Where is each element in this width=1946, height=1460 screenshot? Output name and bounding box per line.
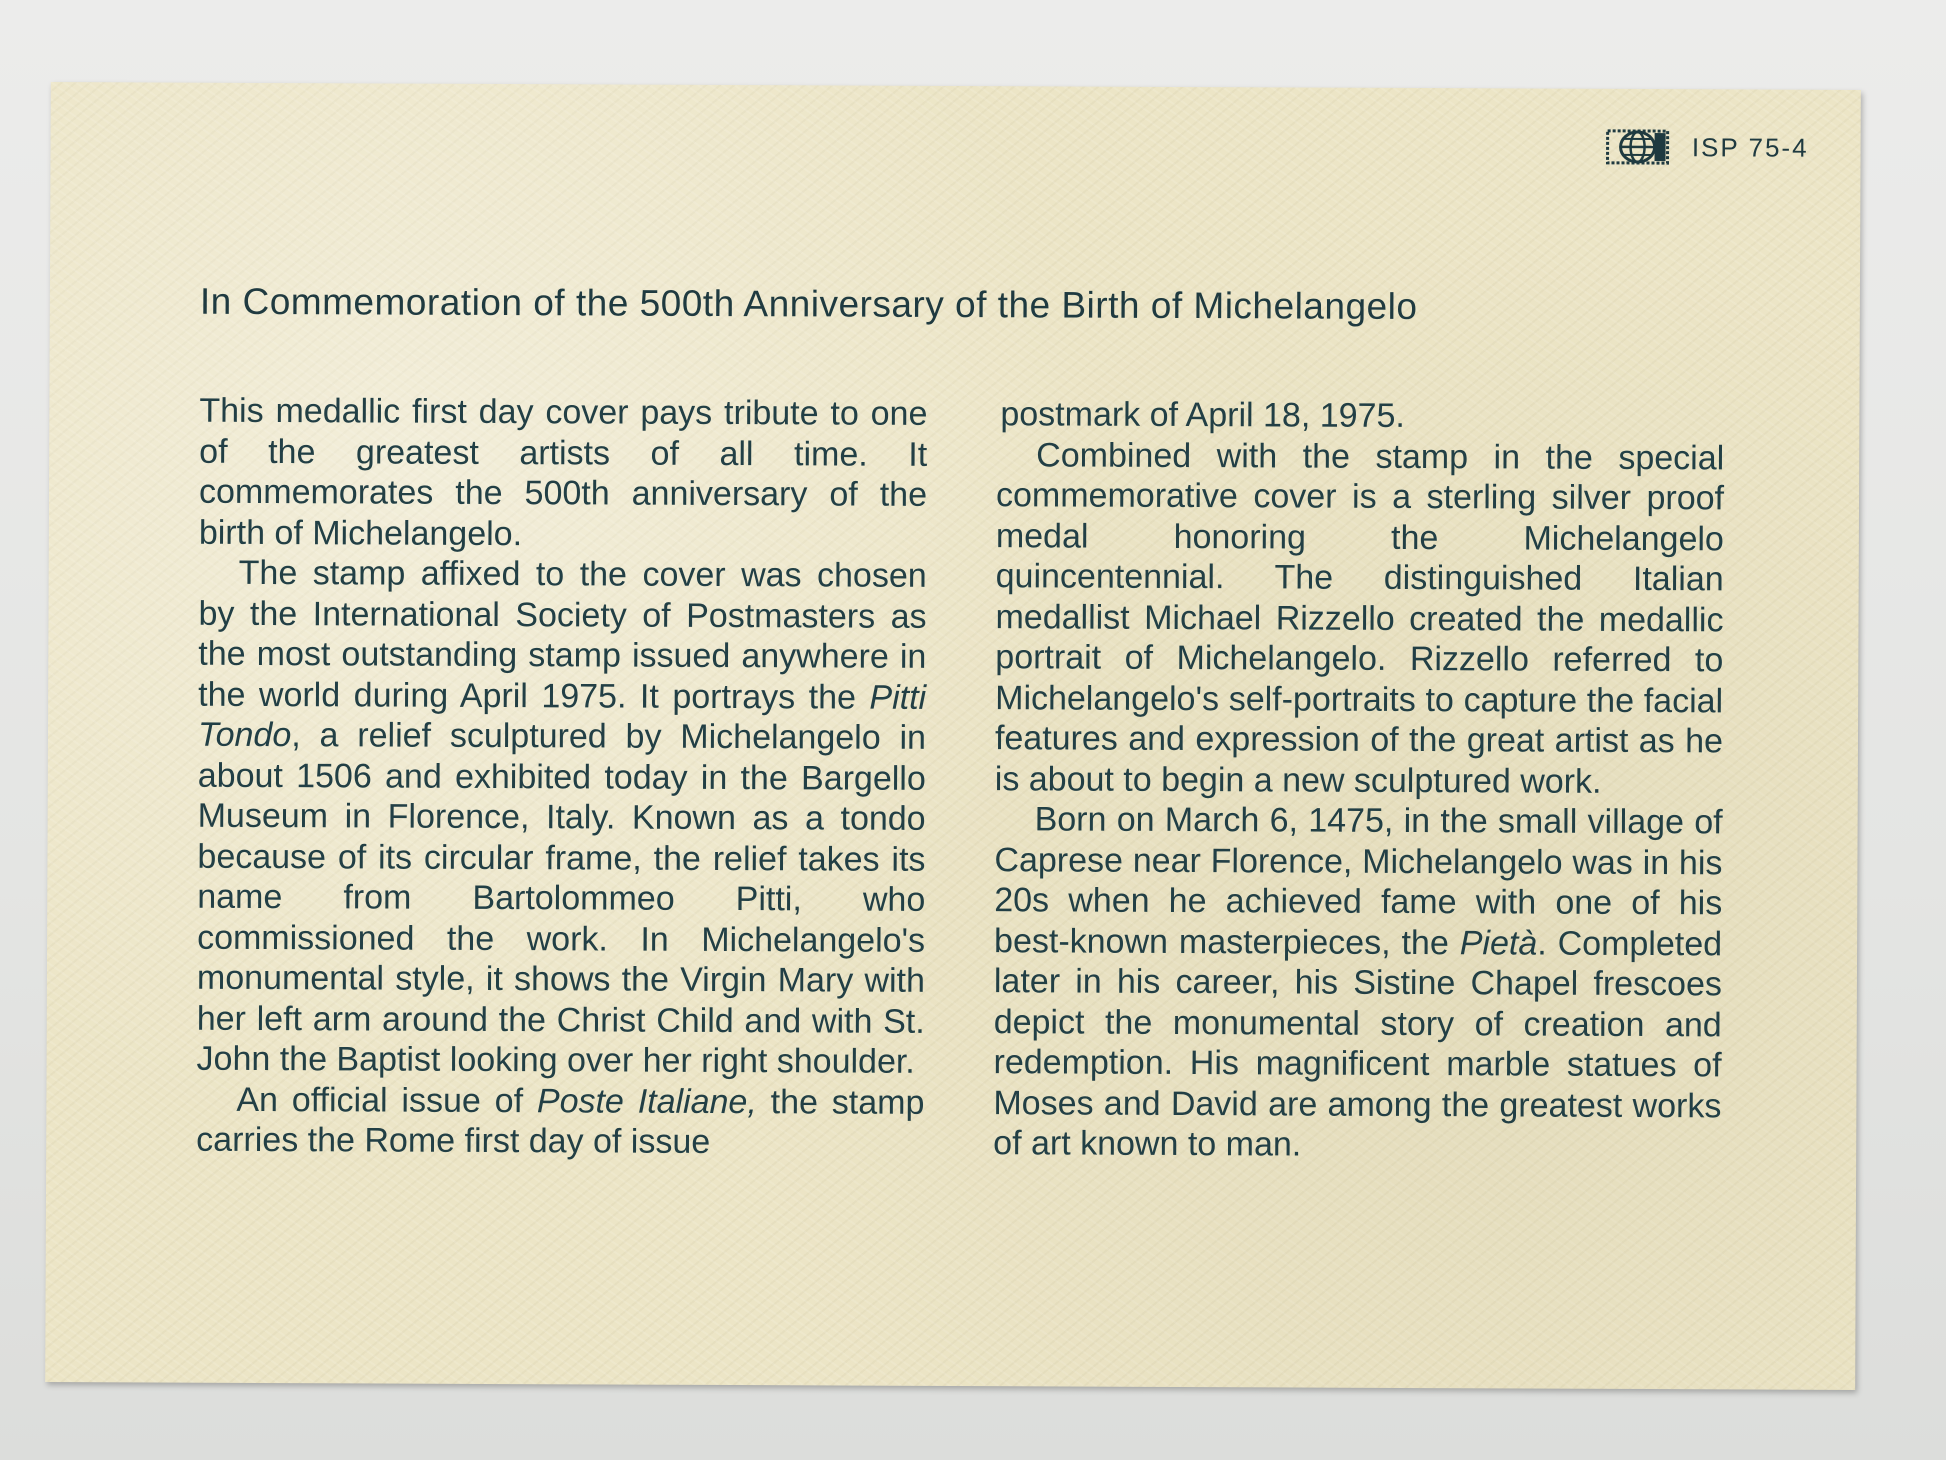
header-logo-block (1606, 127, 1809, 168)
globe-stamp-icon (1606, 127, 1670, 167)
left-paragraph-3-text-a: An official issue of (236, 1080, 538, 1120)
left-paragraph-2-text-a: The stamp affixed to the cover was chosen by the International Society of Postmasters as the most outstanding stamp issued anywhere in the world during April 1975. It portrays the (198, 553, 927, 717)
left-paragraph-3-italic: Poste Italiane, (536, 1081, 757, 1121)
left-paragraph-2-italic: Pitti Tondo (197, 678, 927, 755)
right-paragraph-2-text-b: . Completed later in his career, his Sistine Chapel frescoes depict the monumental story of creation and redemption. His magnificent marble statues of Moses and David are among the greatest works of art known to man. (993, 924, 1723, 1164)
left-paragraph-3-text-b: the stamp carries the Rome first day of issue (196, 1082, 925, 1161)
first-day-cover-insert-card (45, 82, 1861, 1390)
page-title: In Commemoration of the 500th Anniversary of the Birth of Michelangelo (199, 280, 1418, 328)
left-text-column (196, 391, 927, 1164)
isp-code: ISP 75-4 (1691, 131, 1809, 163)
left-paragraph-2 (196, 553, 926, 1083)
right-paragraph-continuation: postmark of April 18, 1975. (1000, 395, 1405, 435)
right-paragraph-1: Combined with the stamp in the special commemorative cover is a sterling silver proof medal honoring the Michelangelo quincentennial. The distinguished Italian medallist Michael Rizzello created the medallic portrait of Michelangelo. Rizzello referred to Michelangelo's self-portraits to capture the facial features and expression of the great artist as he is about to begin a new sculptured work. (994, 435, 1725, 801)
right-paragraph-2-italic: Pietà (1459, 923, 1538, 963)
right-paragraph-2-text-a: Born on March 6, 1475, in the small village of Caprese near Florence, Michelangelo was in his 20s when he achieved fame with one of his best-known masterpieces, the (994, 800, 1723, 962)
left-paragraph-2-text-b: , a relief sculptured by Michelangelo in about 1506 and exhibited today in the Bargello Museum in Florence, Italy. Known as a tondo because of its circular frame, the relief takes its name from Bartolommeo Pitti, who commissioned the work. In Michelangelo's monumental style, it shows the Virgin Mary with her left arm around the Christ Child and with St. John the Baptist looking over her right shoulder. (196, 716, 927, 1081)
left-paragraph-1: This medallic first day cover pays tribute to one of the greatest artists of all time. It commemorates the 500th anniversary of the birth of Michelangelo. (198, 391, 928, 553)
right-paragraph-2 (993, 799, 1723, 1167)
right-text-column (993, 394, 1724, 1167)
left-paragraph-3 (196, 1079, 924, 1163)
